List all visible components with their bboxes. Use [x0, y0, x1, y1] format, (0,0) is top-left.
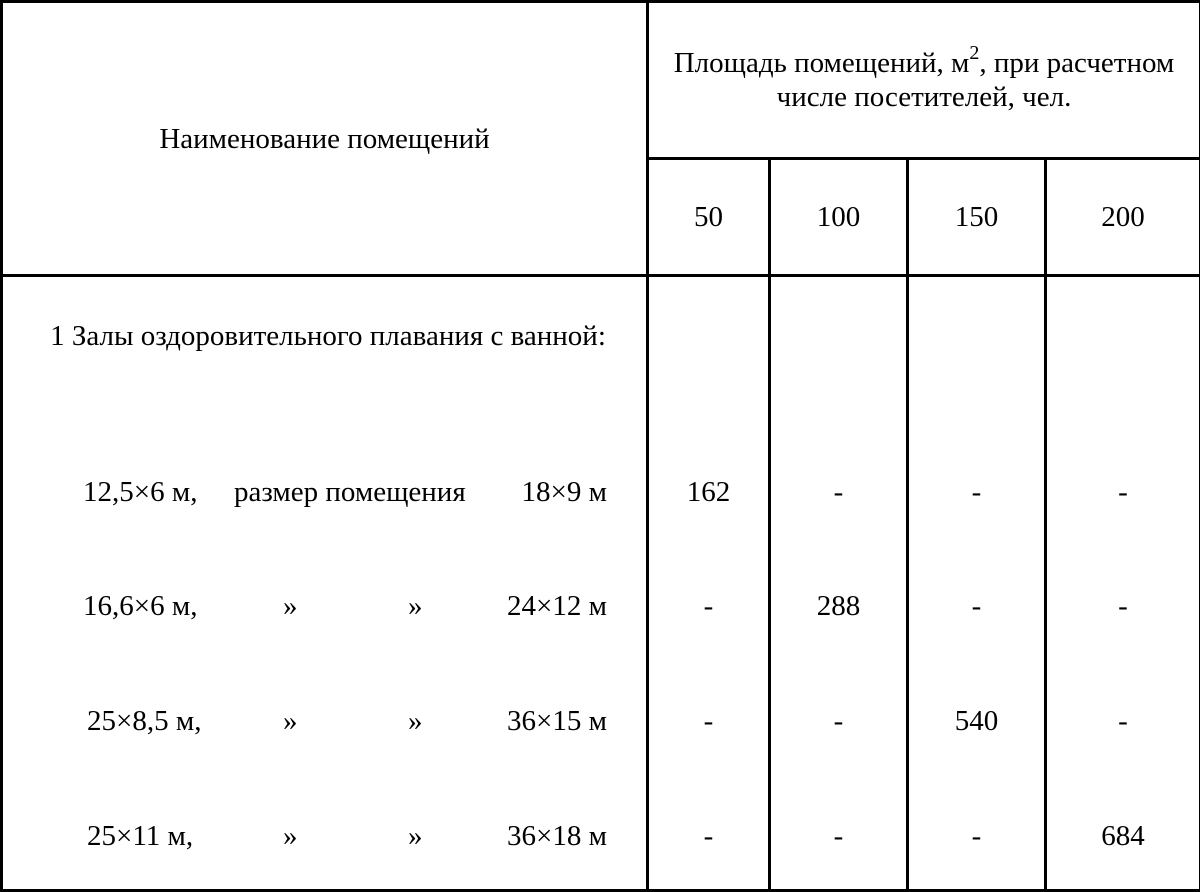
ditto-mark: » — [408, 820, 423, 852]
section-title: 1 Залы оздоровительного плавания с ванной: — [50, 320, 606, 352]
area-value: 540 — [954, 705, 999, 737]
area-header-text-rest: , при расчетном числе посетителей, чел. — [776, 47, 1175, 113]
name-column-header: Наименование помещений — [2, 2, 648, 276]
area-value: - — [971, 590, 982, 622]
area-value: 162 — [686, 476, 731, 508]
body-row — [2, 276, 1200, 891]
bath-size: 12,5×6 м, — [83, 476, 198, 508]
room-row — [3, 588, 649, 624]
ditto-mark: » — [283, 705, 298, 737]
area-column-header — [648, 2, 1200, 159]
visitors-50-header: 50 — [648, 159, 770, 276]
ditto-mark: » — [283, 820, 298, 852]
area-header-superscript: 2 — [969, 42, 980, 65]
values-150-cell — [908, 276, 1046, 891]
values-100-cell — [770, 276, 908, 891]
values-200-cell — [1046, 276, 1200, 891]
values-50-cell — [648, 276, 770, 891]
bath-size: 25×8,5 м, — [87, 705, 202, 737]
room-names-cell — [2, 276, 648, 891]
ditto-mark: » — [408, 590, 423, 622]
visitors-200-header: 200 — [1046, 159, 1200, 276]
room-row — [3, 818, 649, 854]
area-value: - — [971, 820, 982, 852]
area-value: - — [971, 476, 982, 508]
room-size-label: размер помещения — [234, 476, 466, 508]
area-value: - — [833, 820, 844, 852]
area-value: - — [703, 820, 714, 852]
bath-size: 25×11 м, — [87, 820, 194, 852]
room-row — [3, 703, 649, 739]
area-value: - — [1118, 590, 1128, 622]
ditto-mark: » — [283, 590, 298, 622]
area-value: 288 — [816, 590, 861, 622]
area-value: - — [833, 476, 844, 508]
room-size: 36×15 м — [507, 705, 607, 737]
area-header-text: Площадь помещений, м — [673, 47, 970, 79]
area-value: - — [703, 705, 714, 737]
room-row — [3, 474, 649, 510]
visitors-100-header: 100 — [770, 159, 908, 276]
area-value: 684 — [1101, 820, 1145, 852]
area-value: - — [1118, 705, 1128, 737]
room-size: 18×9 м — [521, 476, 607, 508]
area-value: - — [833, 705, 844, 737]
ditto-mark: » — [408, 705, 423, 737]
room-size: 36×18 м — [507, 820, 607, 852]
bath-size: 16,6×6 м, — [83, 590, 198, 622]
visitors-150-header: 150 — [908, 159, 1046, 276]
area-value: - — [1118, 476, 1128, 508]
header-row — [2, 2, 1200, 159]
room-size: 24×12 м — [507, 590, 607, 622]
area-value: - — [703, 590, 714, 622]
